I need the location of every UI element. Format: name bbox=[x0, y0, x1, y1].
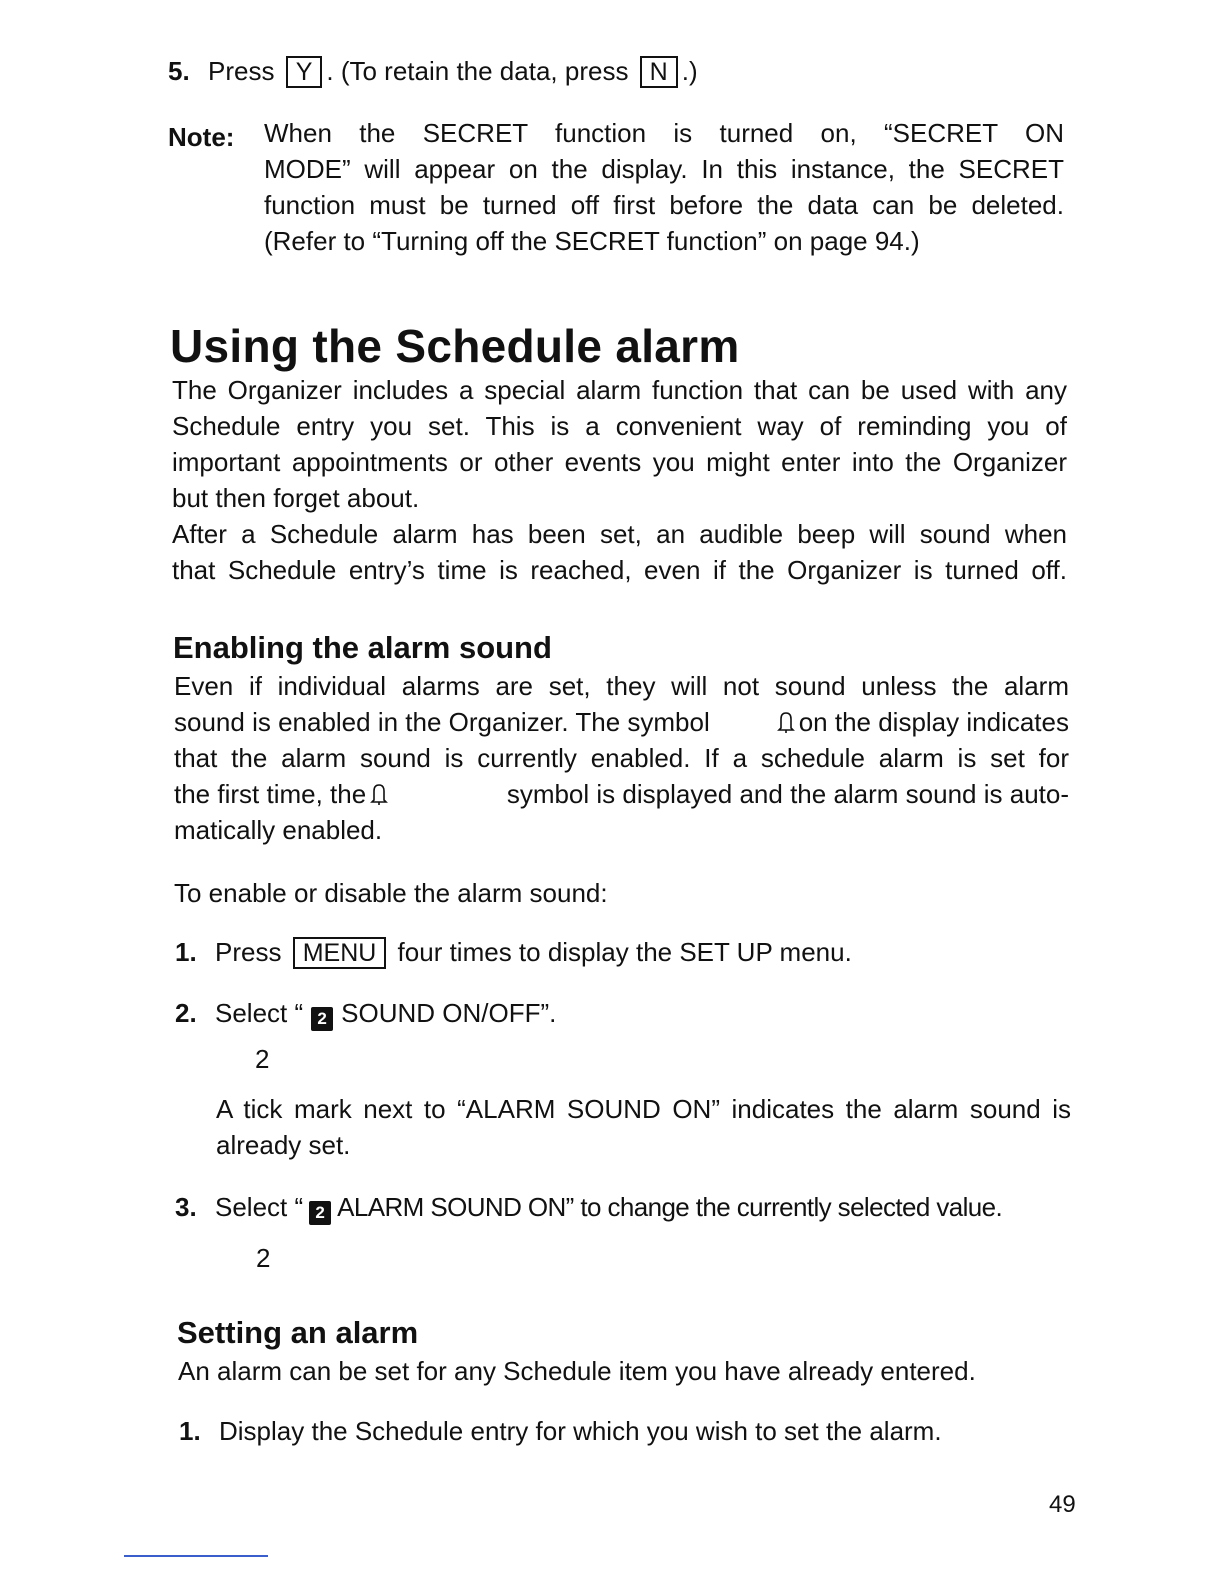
page-number: 49 bbox=[1049, 1491, 1076, 1518]
intro-line: Schedule entry you set. This is a convenient way of reminding you of bbox=[172, 411, 1067, 441]
enabling-text: on the display indicates bbox=[798, 707, 1069, 737]
step-text: Select “ bbox=[215, 1192, 304, 1222]
note-line: (Refer to “Turning off the SECRET function” on page 94.) bbox=[264, 226, 920, 256]
n-key: N bbox=[640, 56, 678, 88]
step-5 bbox=[168, 53, 698, 89]
enabling-text: the first time, the bbox=[174, 779, 367, 809]
intro-paragraph bbox=[172, 372, 1067, 588]
enabling-line bbox=[174, 704, 1069, 740]
subsection-title-setting: Setting an alarm bbox=[177, 1315, 419, 1350]
number-2-key: 2 bbox=[309, 1201, 331, 1225]
enabling-text: sound is enabled in the Organizer. The symbol bbox=[174, 707, 710, 737]
bell-icon bbox=[370, 783, 388, 805]
tick-line: already set. bbox=[216, 1130, 351, 1160]
step-text: .) bbox=[681, 56, 698, 86]
intro-line: After a Schedule alarm has been set, an audible beep will sound when bbox=[172, 519, 1067, 549]
step-2-sub: 2 bbox=[255, 1044, 270, 1074]
enabling-line bbox=[174, 776, 1069, 812]
menu-key: MENU bbox=[293, 937, 387, 969]
enabling-paragraph bbox=[174, 668, 1069, 848]
intro-line: important appointments or other events you might enter into the Organizer bbox=[172, 447, 1067, 477]
enabling-text: symbol is displayed and the alarm sound is auto- bbox=[506, 779, 1069, 809]
intro-line: but then forget about. bbox=[172, 483, 420, 513]
tick-line: A tick mark next to “ALARM SOUND ON” indicates the alarm sound is bbox=[216, 1094, 1071, 1124]
enable-step-1 bbox=[175, 934, 852, 970]
step-3-sub: 2 bbox=[256, 1243, 271, 1273]
step-text: . (To retain the data, press bbox=[326, 56, 629, 86]
setting-step-1 bbox=[179, 1413, 942, 1449]
note-line: When the SECRET function is turned on, “SECRET ON bbox=[264, 118, 1064, 148]
subsection-title-enabling: Enabling the alarm sound bbox=[173, 630, 552, 665]
section-title: Using the Schedule alarm bbox=[170, 320, 740, 372]
enabling-line: that the alarm sound is currently enabled. If a schedule alarm is set for bbox=[174, 743, 1069, 773]
note-line: function must be turned off first before the data can be deleted. bbox=[264, 190, 1064, 220]
step-number: 2. bbox=[175, 998, 197, 1028]
step-text: Press bbox=[215, 937, 282, 967]
number-2-key: 2 bbox=[311, 1007, 333, 1031]
step-number: 5. bbox=[168, 56, 190, 86]
intro-line: that Schedule entry’s time is reached, even if the Organizer is turned off. bbox=[172, 555, 1067, 585]
tick-note bbox=[216, 1091, 1071, 1163]
step-text: SOUND ON/OFF”. bbox=[341, 998, 557, 1028]
step-number: 1. bbox=[175, 937, 197, 967]
bell-icon bbox=[777, 711, 795, 733]
note-body bbox=[264, 115, 1064, 259]
note-line: MODE” will appear on the display. In this instance, the SECRET bbox=[264, 154, 1064, 184]
enable-step-2 bbox=[175, 995, 556, 1031]
enable-lead: To enable or disable the alarm sound: bbox=[174, 878, 608, 908]
step-text: four times to display the SET UP menu. bbox=[397, 937, 852, 967]
step-text: Press bbox=[208, 56, 275, 86]
step-number: 1. bbox=[179, 1416, 201, 1446]
step-text: Display the Schedule entry for which you wish to set the alarm. bbox=[219, 1416, 942, 1446]
step-number: 3. bbox=[175, 1192, 197, 1222]
note-label: Note: bbox=[168, 122, 235, 152]
y-key: Y bbox=[286, 56, 323, 88]
setting-intro: An alarm can be set for any Schedule item you have already entered. bbox=[178, 1356, 976, 1386]
enable-step-3 bbox=[175, 1189, 1075, 1225]
enabling-line: Even if individual alarms are set, they will not sound unless the alarm bbox=[174, 671, 1069, 701]
intro-line: The Organizer includes a special alarm function that can be used with any bbox=[172, 375, 1067, 405]
step-text: Select “ bbox=[215, 998, 304, 1028]
step-text: ALARM SOUND ON” to change the currently selected value. bbox=[337, 1192, 1003, 1222]
enabling-line: matically enabled. bbox=[174, 815, 383, 845]
footer-rule bbox=[124, 1555, 268, 1557]
